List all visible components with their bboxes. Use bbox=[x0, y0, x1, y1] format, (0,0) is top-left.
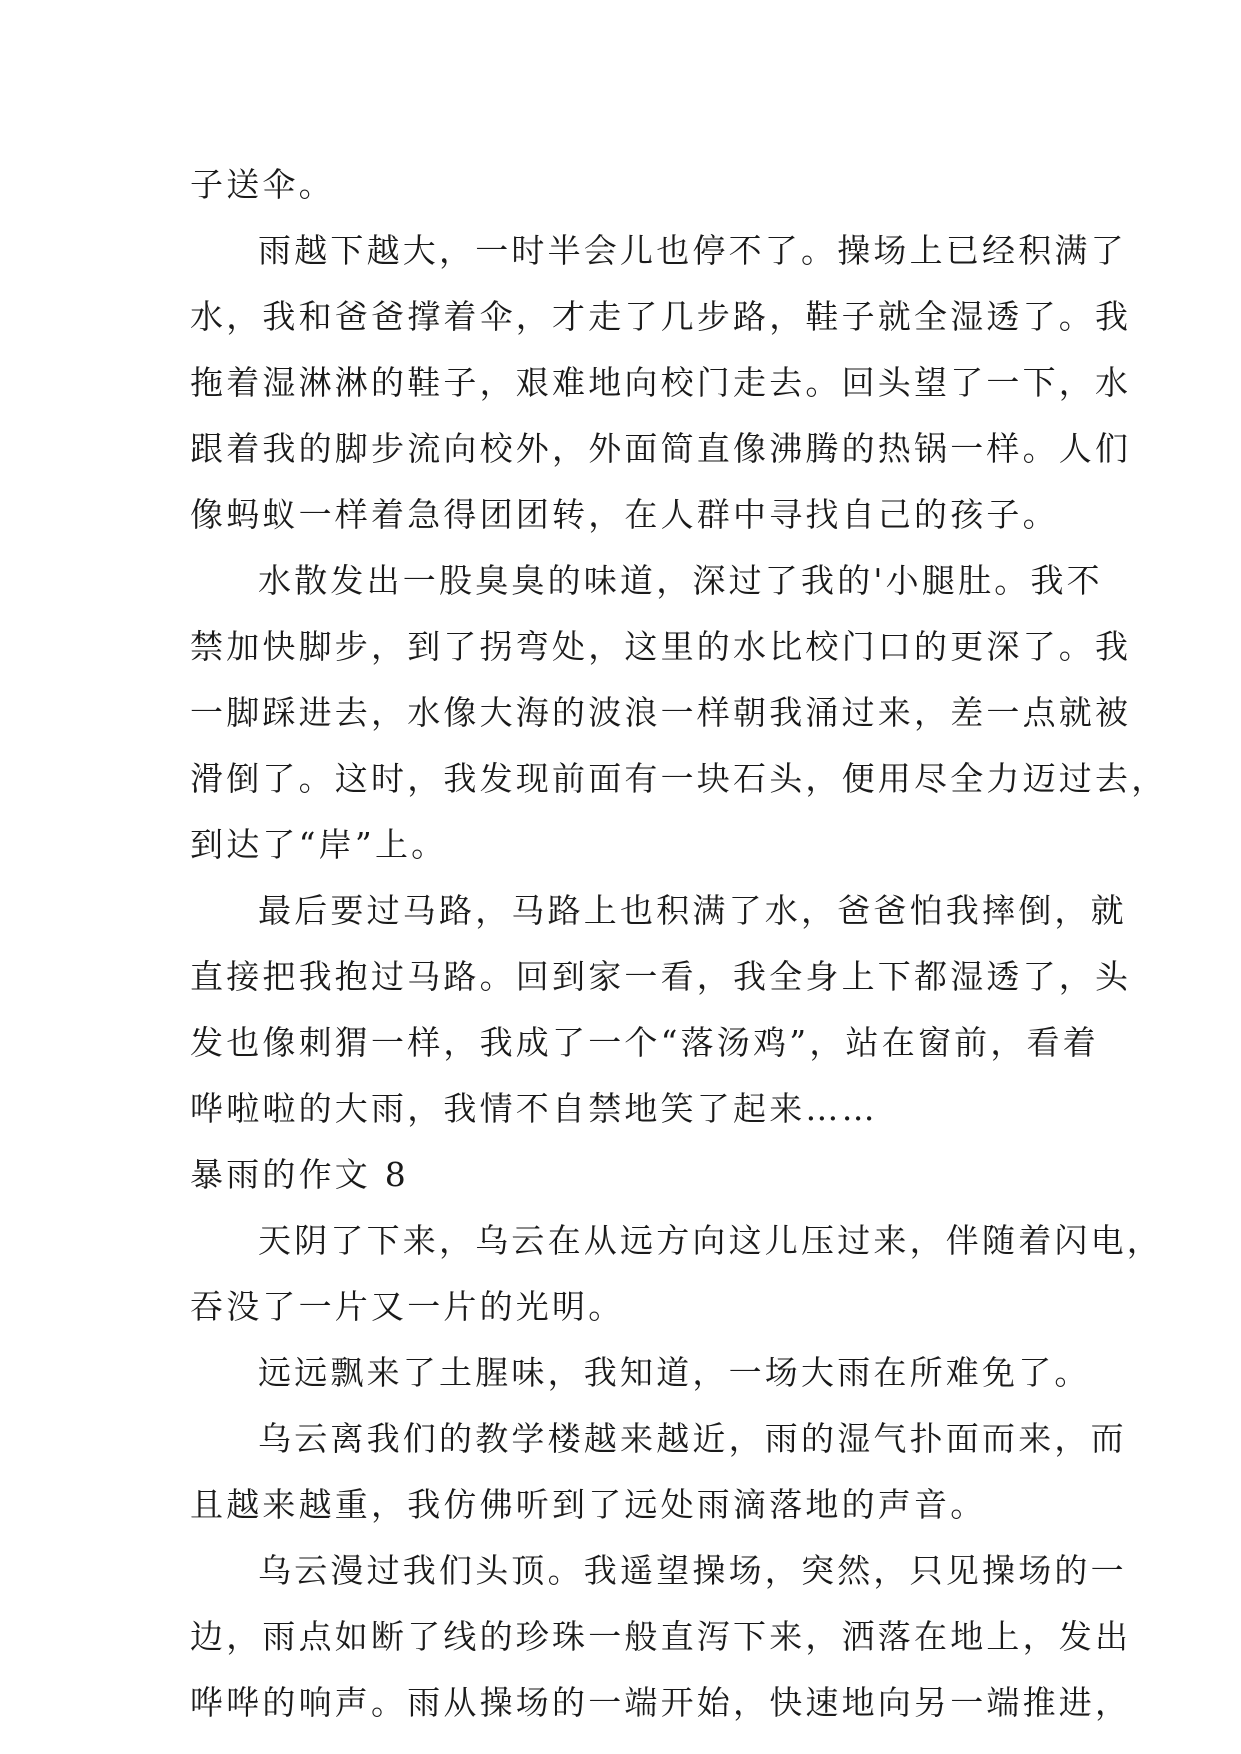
text-line: 且越来越重，我仿佛听到了远处雨滴落地的声音。 bbox=[190, 1485, 987, 1524]
text-line: 哗啦啦的大雨，我情不自禁地笑了起来…… bbox=[190, 1089, 878, 1128]
paragraph-1 bbox=[190, 152, 1060, 218]
text-line: 禁加快脚步，到了拐弯处，这里的水比校门口的更深了。我 bbox=[190, 627, 1132, 666]
paragraph-3 bbox=[190, 548, 1168, 878]
text-line: 天阴了下来，乌云在从远方向这儿压过来，伴随着闪电， bbox=[258, 1221, 1163, 1260]
section-heading bbox=[190, 1142, 1060, 1208]
text-line: 滑倒了。这时，我发现前面有一块石头，便用尽全力迈过去， bbox=[190, 759, 1168, 798]
text-line: 吞没了一片又一片的光明。 bbox=[190, 1287, 625, 1326]
text-line: 子送伞。 bbox=[190, 165, 335, 204]
text-line: 拖着湿淋淋的鞋子，艰难地向校门走去。回头望了一下，水 bbox=[190, 363, 1132, 402]
essay-text bbox=[190, 152, 1168, 1736]
text-line: 远远飘来了土腥味，我知道，一场大雨在所难免了。 bbox=[258, 1353, 1091, 1392]
text-line: 边，雨点如断了线的珍珠一般直泻下来，洒落在地上，发出 bbox=[190, 1617, 1132, 1656]
text-line: 乌云离我们的教学楼越来越近，雨的湿气扑面而来，而 bbox=[258, 1419, 1127, 1458]
paragraph-4 bbox=[190, 878, 1132, 1142]
paragraph-7 bbox=[190, 1406, 1127, 1538]
text-line: 一脚踩进去，水像大海的波浪一样朝我涌过来，差一点就被 bbox=[190, 693, 1132, 732]
text-line: 跟着我的脚步流向校外，外面简直像沸腾的热锅一样。人们 bbox=[190, 429, 1132, 468]
text-line: 乌云漫过我们头顶。我遥望操场，突然，只见操场的一 bbox=[258, 1551, 1127, 1590]
paragraph-6 bbox=[190, 1340, 1091, 1406]
text-line: 像蚂蚁一样着急得团团转，在人群中寻找自己的孩子。 bbox=[190, 495, 1059, 534]
text-line: 水散发出一股臭臭的味道，深过了我的'小腿肚。我不 bbox=[258, 561, 1103, 600]
text-line: 发也像刺猬一样，我成了一个“落汤鸡”，站在窗前，看着 bbox=[190, 1023, 1099, 1062]
paragraph-5 bbox=[190, 1208, 1163, 1340]
text-line: 直接把我抱过马路。回到家一看，我全身上下都湿透了，头 bbox=[190, 957, 1132, 996]
text-line: 雨越下越大，一时半会儿也停不了。操场上已经积满了 bbox=[258, 231, 1127, 270]
text-line: 哗哗的响声。雨从操场的一端开始，快速地向另一端推进， bbox=[190, 1683, 1132, 1722]
text-line: 最后要过马路，马路上也积满了水，爸爸怕我摔倒，就 bbox=[258, 891, 1127, 930]
paragraph-8 bbox=[190, 1538, 1132, 1736]
heading-text: 暴雨的作文 8 bbox=[190, 1155, 409, 1194]
paragraph-2 bbox=[190, 218, 1132, 548]
text-line: 到达了“岸”上。 bbox=[190, 825, 448, 864]
text-line: 水，我和爸爸撑着伞，才走了几步路，鞋子就全湿透了。我 bbox=[190, 297, 1132, 336]
